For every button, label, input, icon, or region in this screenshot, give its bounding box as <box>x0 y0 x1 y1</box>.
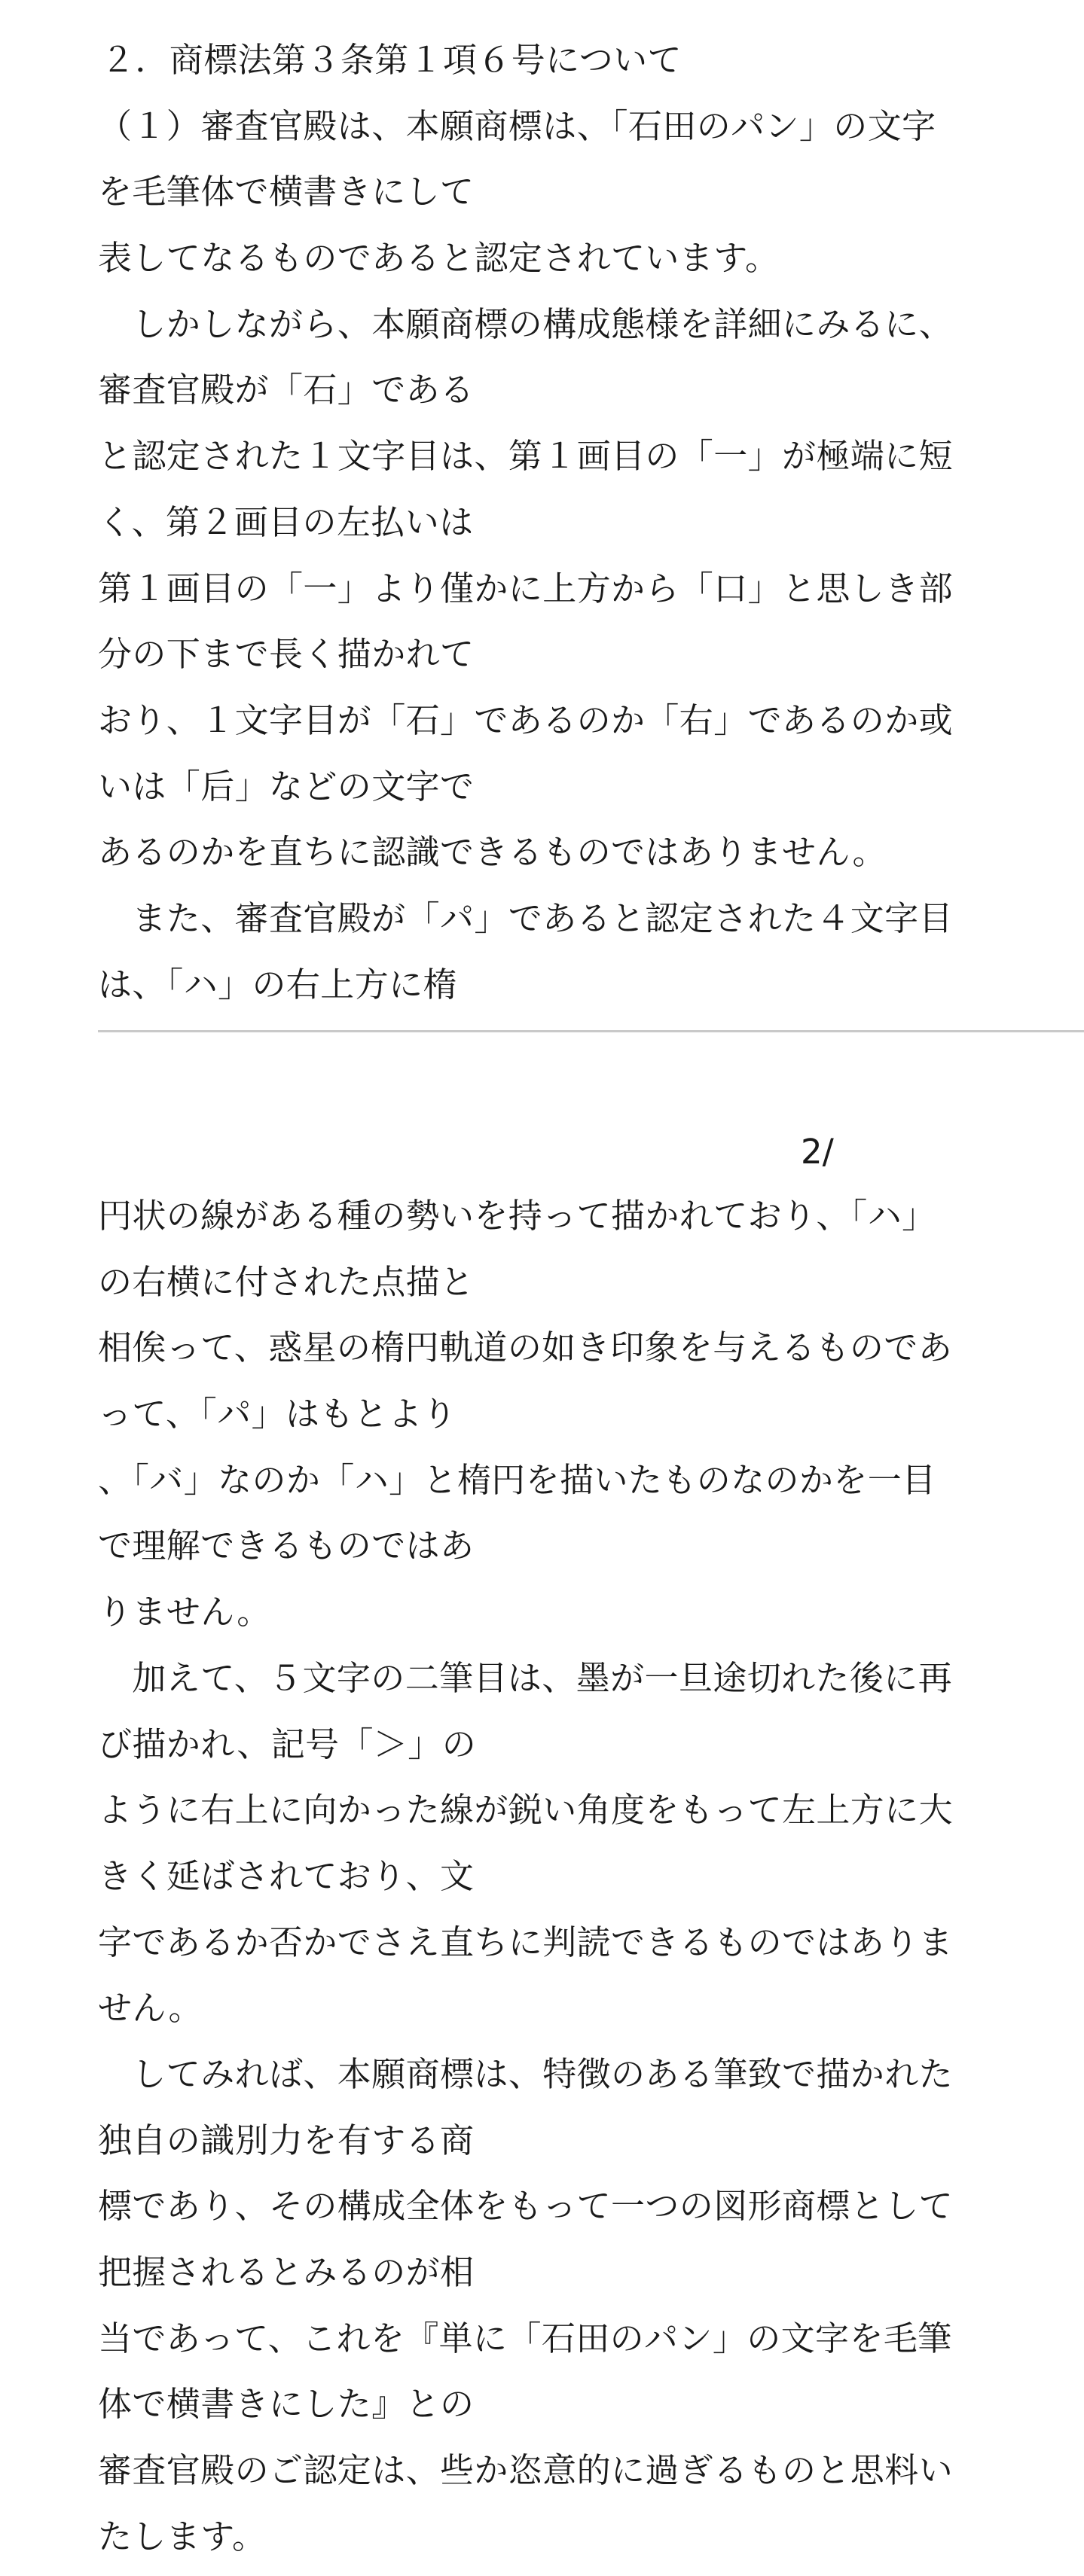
text-line: ように右上に向かった線が鋭い角度をもって左上方に大 <box>98 1790 954 1831</box>
section-heading: ２．商標法第３条第１項６号について <box>101 40 682 80</box>
text-line: しかしながら、本願商標の構成態様を詳細にみるに、 <box>98 303 954 344</box>
text-line: び描かれ、記号「＞」の <box>98 1724 477 1764</box>
text-line: 相俟って、惑星の楕円軌道の如き印象を与えるものであ <box>98 1328 953 1368</box>
text-line: 加えて、５文字の二筆目は、墨が一旦途切れた後に再 <box>98 1657 953 1698</box>
text-line: 字であるか否かでさえ直ちに判読できるものではありま <box>98 1922 954 1962</box>
text-line: せん。 <box>98 1988 203 2029</box>
text-line: 独自の識別力を有する商 <box>98 2120 475 2160</box>
document-page-1 <box>98 27 994 1017</box>
text-line: く、第２画目の左払いは <box>98 501 474 542</box>
text-line: って、「パ」はもとより <box>98 1394 457 1434</box>
text-line: おり、１文字目が「石」であるのか「右」であるのか或 <box>98 700 954 740</box>
text-line: 体で横書きにした』との <box>98 2384 475 2425</box>
document-page-2 <box>98 1183 994 2569</box>
text-line: 、「バ」なのか「ハ」と楕円を描いたものなのかを一目 <box>98 1459 936 1500</box>
text-line: 標であり、その構成全体をもって一つの図形商標として <box>98 2186 954 2227</box>
text-line: を毛筆体で横書きにして <box>98 172 475 212</box>
text-line: きく延ばされており、文 <box>98 1855 475 1896</box>
text-line: 審査官殿のご認定は、些か恣意的に過ぎるものと思料い <box>98 2450 954 2491</box>
text-line: 表してなるものであると認定されています。 <box>98 238 780 279</box>
text-line: りません。 <box>98 1592 271 1632</box>
text-line: してみれば、本願商標は、特徴のある筆致で描かれた <box>98 2053 954 2094</box>
text-line: また、審査官殿が「パ」であると認定された４文字目 <box>98 898 954 938</box>
page-number: 2/ <box>801 1132 834 1172</box>
text-line: の右横に付された点描と <box>98 1261 475 1302</box>
text-line: 当であって、これを『単に「石田のパン」の文字を毛筆 <box>98 2318 952 2358</box>
text-line: （１）審査官殿は、本願商標は、「石田のパン」の文字 <box>98 105 936 146</box>
text-line: 第１画目の「一」より僅かに上方から「口」と思しき部 <box>98 568 954 608</box>
text-line: は、「ハ」の右上方に楕 <box>98 964 457 1004</box>
text-line: 審査官殿が「石」である <box>98 370 475 410</box>
text-line: と認定された１文字目は、第１画目の「一」が極端に短 <box>98 436 954 477</box>
text-line: たします。 <box>98 2516 267 2556</box>
text-line: 把握されるとみるのが相 <box>98 2252 475 2292</box>
page-divider <box>98 1030 1084 1032</box>
text-line: あるのかを直ちに認識できるものではありません。 <box>98 832 887 873</box>
text-line: 分の下まで長く描かれて <box>98 634 475 675</box>
text-line: で理解できるものではあ <box>98 1526 475 1566</box>
text-line: いは「后」などの文字で <box>98 766 475 806</box>
text-line: 円状の線がある種の勢いを持って描かれており、「ハ」 <box>98 1196 936 1236</box>
